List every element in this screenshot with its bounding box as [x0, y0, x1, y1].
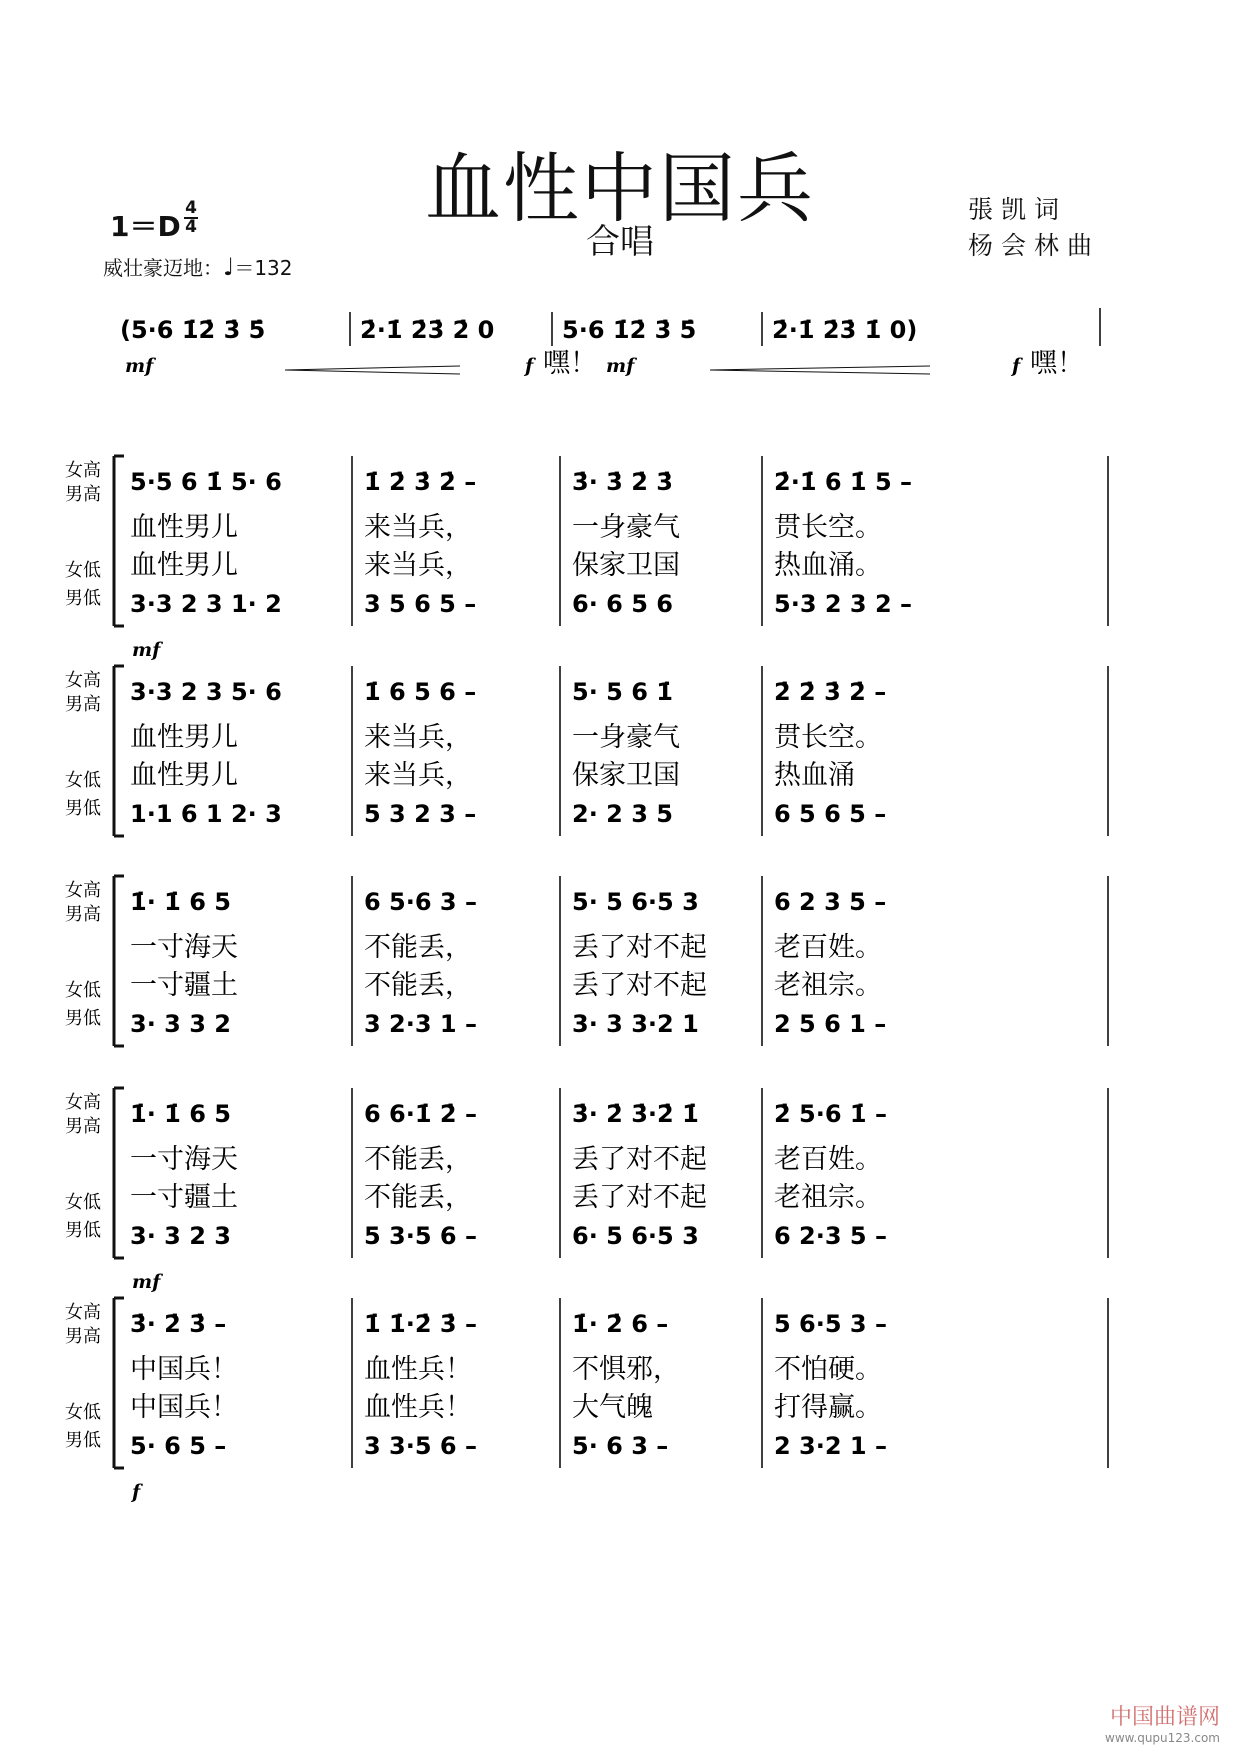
- lyric-verse-2: 丢了对不起: [572, 1182, 707, 1213]
- upper-voice-notes: 1̇ 2̇ 3̇ 2̇ –: [364, 468, 477, 496]
- upper-voice-notes: 1̇· 2̇ 6 –: [572, 1310, 669, 1338]
- lower-voice-notes: 3 5 6 5 –: [364, 590, 477, 618]
- part-label: 女高: [65, 1092, 101, 1113]
- lyric-verse-2: 保家卫国: [572, 550, 680, 581]
- time-top: 4: [185, 198, 197, 218]
- dynamic-mark: mf: [132, 1271, 161, 1293]
- lower-voice-notes: 5·3 2 3 2 –: [774, 590, 913, 618]
- lyric-verse-2: 一寸疆土: [130, 1182, 238, 1213]
- lower-voice-notes: 6 2·3 5 –: [774, 1222, 887, 1250]
- time-bottom: 4: [185, 217, 197, 237]
- upper-voice-notes: 6 5·6 3 –: [364, 888, 477, 916]
- lower-voice-notes: 1·1 6 1 2· 3: [130, 800, 282, 828]
- lyric-verse-1: 丢了对不起: [572, 932, 707, 963]
- lyric-verse-1: 不怕硬。: [774, 1354, 882, 1385]
- lyric-verse-2: 热血涌。: [774, 550, 882, 581]
- lower-voice-notes: 3 3·5 6 –: [364, 1432, 477, 1460]
- part-label: 男低: [65, 1008, 101, 1029]
- lower-voice-notes: 5 3 2 3 –: [364, 800, 477, 828]
- dynamic-mark: mf: [125, 355, 154, 377]
- lyric-verse-2: 大气魄: [572, 1392, 653, 1423]
- lower-voice-notes: 5· 6 3 –: [572, 1432, 669, 1460]
- page-title: 血性中国兵: [425, 144, 815, 233]
- lyric-verse-1: 来当兵，: [364, 722, 472, 753]
- part-label: 男低: [65, 588, 101, 609]
- part-label: 男高: [65, 694, 101, 715]
- key-signature: 1＝D: [110, 210, 181, 243]
- upper-voice-notes: 5· 5 6 1̇: [572, 678, 673, 706]
- lyric-verse-1: 一身豪气: [572, 722, 680, 753]
- dynamic-mark: mf: [606, 355, 635, 377]
- lyric-verse-2: 老祖宗。: [774, 970, 882, 1001]
- dynamic-mark: f: [1012, 355, 1021, 377]
- crescendo-hairpin: [285, 370, 460, 374]
- lyric-verse-2: 打得赢。: [774, 1392, 882, 1423]
- part-label: 女高: [65, 670, 101, 691]
- part-label: 女低: [65, 770, 101, 791]
- lower-voice-notes: 3·3 2 3 1· 2: [130, 590, 282, 618]
- page-subtitle: 合唱: [586, 222, 654, 262]
- part-label: 女高: [65, 1302, 101, 1323]
- lyric-verse-1: 血性兵！: [364, 1354, 472, 1385]
- upper-voice-notes: 1̇ 1̇·2̇ 3̇ –: [364, 1310, 477, 1338]
- watermark-name: 中国曲谱网: [1109, 1705, 1220, 1730]
- lyric-verse-1: 血性男儿: [130, 512, 238, 543]
- lower-voice-notes: 6· 5 6·5 3: [572, 1222, 699, 1250]
- lower-voice-notes: 2 3·2 1 –: [774, 1432, 887, 1460]
- upper-voice-notes: 2̇ 5·6 1̇ –: [774, 1100, 887, 1128]
- upper-voice-notes: 2̇ 2̇ 3̇ 2̇ –: [774, 678, 887, 706]
- upper-voice-notes: 3̇· 3̇ 2̇ 3̇: [572, 468, 673, 496]
- part-label: 男低: [65, 798, 101, 819]
- part-label: 男高: [65, 1326, 101, 1347]
- lower-voice-notes: 3 2·3 1 –: [364, 1010, 477, 1038]
- upper-voice-notes: 1̇· 1̇ 6 5: [130, 1100, 231, 1128]
- part-label: 女高: [65, 880, 101, 901]
- lower-voice-notes: 5· 6 5 –: [130, 1432, 227, 1460]
- part-label: 女低: [65, 1192, 101, 1213]
- lower-voice-notes: 2 5 6 1 –: [774, 1010, 887, 1038]
- upper-voice-notes: 3̇· 2̇ 3̇·2̇ 1̇: [572, 1100, 699, 1128]
- crescendo-hairpin: [710, 366, 930, 370]
- lyric-verse-2: 老祖宗。: [774, 1182, 882, 1213]
- lyric-verse-1: 一寸海天: [130, 1144, 238, 1175]
- lyric-verse-2: 热血涌: [774, 760, 855, 791]
- dynamic-mark: f: [525, 355, 534, 377]
- lyric-verse-2: 不能丢，: [364, 1182, 472, 1213]
- lower-voice-notes: 2· 2 3 5: [572, 800, 673, 828]
- intro-notes: 2̇·1̇ 2̇3̇ 1̇ 0): [772, 316, 918, 344]
- lower-voice-notes: 3· 3 3 2: [130, 1010, 231, 1038]
- lyric-verse-1: 老百姓。: [774, 1144, 882, 1175]
- lyric-verse-1: 不能丢，: [364, 932, 472, 963]
- lyric-verse-2: 不能丢，: [364, 970, 472, 1001]
- lower-voice-notes: 6 5 6 5 –: [774, 800, 887, 828]
- lyric-verse-2: 丢了对不起: [572, 970, 707, 1001]
- intro-notes: 5·6 1̇2̇ 3̇ 5̇: [562, 316, 697, 344]
- tempo-text: 威壮豪迈地：: [103, 256, 223, 280]
- part-label: 男高: [65, 1116, 101, 1137]
- part-label: 男低: [65, 1430, 101, 1451]
- part-label: 男高: [65, 904, 101, 925]
- lyric-verse-2: 保家卫国: [572, 760, 680, 791]
- call-text: 嘿！: [543, 348, 597, 379]
- call-text: 嘿！: [1030, 348, 1084, 379]
- lower-voice-notes: 6· 6 5 6: [572, 590, 673, 618]
- site-watermark: [1105, 1700, 1220, 1745]
- lyric-verse-2: 来当兵，: [364, 760, 472, 791]
- lower-voice-notes: 3· 3 3·2 1: [572, 1010, 699, 1038]
- part-label: 女高: [65, 460, 101, 481]
- dynamic-mark: f: [132, 1481, 141, 1503]
- tempo-value: ＝132: [234, 256, 293, 280]
- lyric-verse-1: 不惧邪，: [572, 1354, 680, 1385]
- upper-voice-notes: 5 6·5 3 –: [774, 1310, 887, 1338]
- crescendo-hairpin: [285, 366, 460, 370]
- lyric-verse-1: 丢了对不起: [572, 1144, 707, 1175]
- part-label: 女低: [65, 980, 101, 1001]
- upper-voice-notes: 3·3 2 3 5· 6: [130, 678, 282, 706]
- lyric-verse-1: 来当兵，: [364, 512, 472, 543]
- lyric-verse-2: 来当兵，: [364, 550, 472, 581]
- upper-voice-notes: 6 6·1̇ 2̇ –: [364, 1100, 477, 1128]
- lyric-verse-2: 血性兵！: [364, 1392, 472, 1423]
- intro-notes: 2̇·1̇ 2̇3̇ 2̇ 0: [360, 316, 495, 344]
- dynamic-mark: mf: [132, 639, 161, 661]
- upper-voice-notes: 2̇·1̇ 6 1̇ 5 –: [774, 468, 913, 496]
- lyric-verse-1: 不能丢，: [364, 1144, 472, 1175]
- lyric-verse-2: 一寸疆土: [130, 970, 238, 1001]
- lyric-verse-1: 中国兵！: [130, 1354, 238, 1385]
- lower-voice-notes: 5 3·5 6 –: [364, 1222, 477, 1250]
- composer-credit: 杨会林曲: [968, 231, 1101, 260]
- lyric-verse-1: 血性男儿: [130, 722, 238, 753]
- crescendo-hairpin: [710, 370, 930, 374]
- part-label: 男低: [65, 1220, 101, 1241]
- lyricist-credit: 張凯词: [968, 195, 1068, 224]
- lower-voice-notes: 3· 3 2 3: [130, 1222, 231, 1250]
- lyric-verse-1: 贯长空。: [774, 722, 882, 753]
- part-label: 女低: [65, 1402, 101, 1423]
- lyric-verse-2: 血性男儿: [130, 550, 238, 581]
- lyric-verse-2: 血性男儿: [130, 760, 238, 791]
- quarter-note-icon: ♩: [223, 253, 235, 281]
- part-label: 女低: [65, 560, 101, 581]
- upper-voice-notes: 5·5 6 1̇ 5· 6: [130, 468, 282, 496]
- upper-voice-notes: 1̇· 1̇ 6 5: [130, 888, 231, 916]
- lyric-verse-1: 老百姓。: [774, 932, 882, 963]
- lyric-verse-1: 一身豪气: [572, 512, 680, 543]
- intro-notes: (5·6 1̇2̇ 3̇ 5̇: [120, 316, 266, 344]
- upper-voice-notes: 6 2 3 5 –: [774, 888, 887, 916]
- lyric-verse-1: 贯长空。: [774, 512, 882, 543]
- upper-voice-notes: 1̇ 6 5 6 –: [364, 678, 477, 706]
- watermark-url: www.qupu123.com: [1105, 1731, 1220, 1745]
- lyric-verse-2: 中国兵！: [130, 1392, 238, 1423]
- upper-voice-notes: 5· 5 6·5 3: [572, 888, 699, 916]
- lyric-verse-1: 一寸海天: [130, 932, 238, 963]
- part-label: 男高: [65, 484, 101, 505]
- upper-voice-notes: 3̇· 2̇ 3̇ –: [130, 1310, 227, 1338]
